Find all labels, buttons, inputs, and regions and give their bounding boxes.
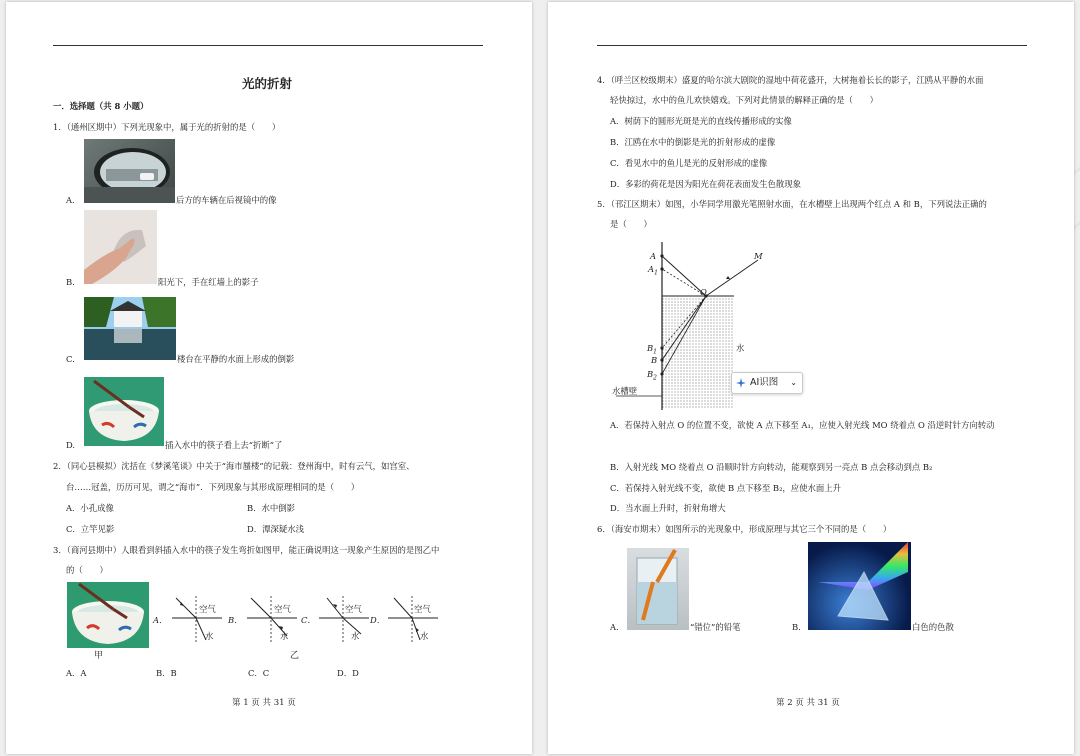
diagram-b-air-label: 空气 [274,604,291,614]
figure-jia-label: 甲 [94,651,104,661]
header-rule [53,45,483,46]
diagram-b-water-label: 水 [280,631,289,641]
q4-option-d: D．多彩的荷花是因为阳光在荷花表面发生色散现象 [610,179,801,189]
q5-option-c: C．若保持入射光线不变，欲使 B 点下移至 B₂，应使水面上升 [610,483,842,493]
fig-label-tank-wall: 水槽壁 [612,386,638,396]
q1-option-d-text: 插入水中的筷子看上去“折断”了 [165,440,283,450]
q2-option-b: B．水中倒影 [247,503,296,513]
fig-label-b1: $B_1$ [647,343,657,356]
figure-jia-bowl-image [67,582,149,648]
fig-label-a1: $A_1$ [648,264,658,277]
question-4-line-2: 轻快掠过，水中的鱼儿欢快嬉戏。下列对此情景的解释正确的是（ ） [610,95,878,105]
chopsticks-bowl-image [84,377,164,446]
diagram-c-water-label: 水 [351,631,360,641]
q2-option-a: A．小孔成像 [66,503,114,513]
document-page-1 [6,2,532,754]
refraction-diagram-a [168,592,226,648]
q1-option-d-letter: D. [66,440,76,450]
chevron-down-icon[interactable]: ⌄ [790,378,797,387]
diagram-a-air-label: 空气 [199,604,216,614]
q1-option-a-text: 后方的车辆在后视镜中的像 [176,195,277,205]
refraction-diagram-c [315,592,373,648]
ai-recognize-button[interactable] [731,372,803,394]
q3-option-b: B．B [156,668,177,678]
q3-option-a: A．A [66,668,87,678]
q4-option-b: B．江鸥在水中的倒影是光的折射形成的虚像 [610,137,776,147]
fig-label-b: B [651,355,658,365]
refraction-diagram-d [384,592,442,648]
q3-option-d: D．D [337,668,359,678]
q4-option-c: C．看见水中的鱼儿是光的反射形成的虚像 [610,158,768,168]
q4-option-a: A．树荫下的圆形光斑是光的直线传播形成的实像 [610,116,792,126]
q1-option-a-letter: A. [66,195,75,205]
question-3-line-1: 3．（商河县期中）人眼看到斜插入水中的筷子发生弯折如图甲，能正确说明这一现象产生原因的是图乙中 [53,545,440,555]
diagram-c-air-label: 空气 [345,604,362,614]
question-2-line-1: 2．（同心县模拟）沈括在《梦溪笔谈》中关于“海市蜃楼”的记载：登州海中，时有云气，如宫室、 [53,461,415,471]
diagram-c-letter: C． [301,615,316,625]
pencil-in-glass-image [627,548,689,630]
q2-option-d: D．潭深疑水浅 [247,524,304,534]
fig-label-b2: $B_2$ [647,369,657,382]
diagram-d-air-label: 空气 [414,604,431,614]
document-page-2 [548,2,1074,754]
page-title: 光的折射 [242,76,293,91]
fig-label-m: M [754,251,763,261]
q5-option-a: A．若保持入射点 O 的位置不变，欲使 A 点下移至 A₁，应使入射光线 MO 绕着点 O 沿逆时针方向转动 [610,420,995,430]
question-2-line-2: 台……冠盖，历历可见，谓之“海市”．下列现象与其形成原理相同的是（ ） [66,482,360,492]
question-4-line-1: 4．（呼兰区校级期末）盛夏的哈尔滨大剧院的湿地中荷花盛开，大树拖着长长的影子，江鸥从平静的水面 [597,75,984,85]
diagram-a-water-label: 水 [205,631,214,641]
diagram-d-water-label: 水 [420,631,429,641]
ai-sparkle-icon [736,378,746,388]
fig-label-water: 水 [736,343,745,353]
q1-option-c-text: 楼台在平静的水面上形成的倒影 [177,354,295,364]
q6-option-b-letter: B. [792,622,801,632]
ai-recognize-label: AI识图 [750,377,779,388]
diagram-b-letter: B． [228,615,243,625]
q1-option-b-text: 阳光下，手在红墙上的影子 [158,277,259,287]
q1-option-c-letter: C. [66,354,75,364]
fig-label-o: O [700,287,707,297]
question-3-line-2: 的（ ） [66,565,108,575]
figure-yi-label: 乙 [290,651,300,661]
question-6-stem: 6．（海安市期末）如图所示的光现象中，形成原理与其它三个不同的是（ ） [597,524,892,534]
diagram-d-letter: D． [370,615,386,625]
q5-option-b: B．入射光线 MO 绕着点 O 沿顺时针方向转动，能观察到另一亮点 B 点会移动到点 B₂ [610,462,933,472]
q6-option-a-letter: A. [610,622,619,632]
prism-dispersion-image [808,542,911,630]
q5-option-d: D．当水面上升时，折射角增大 [610,503,726,513]
page-footer: 第 2 页 共 31 页 [776,698,840,708]
question-1-stem: 1．（通州区期中）下列光现象中，属于光的折射的是（ ） [53,122,281,132]
question-5-line-1: 5．（邗江区期末）如图，小华同学用激光笔照射水面，在水槽壁上出现两个红点 A 和 B，下列说法正确的 [597,199,987,209]
header-rule [597,45,1027,46]
q6-option-a-text: “错位”的铅笔 [690,622,741,632]
section-heading: 一．选择题（共 8 小题） [53,101,149,111]
hand-shadow-image [84,210,157,284]
q1-option-b-letter: B. [66,277,75,287]
question-5-line-2: 是（ ） [610,219,652,229]
refraction-diagram-b [243,592,301,648]
car-mirror-image [84,139,175,203]
q3-option-c: C．C [248,668,270,678]
diagram-a-letter: A． [153,615,168,625]
pavilion-reflection-image [84,297,176,360]
page-footer: 第 1 页 共 31 页 [232,698,296,708]
q2-option-c: C．立竿见影 [66,524,115,534]
fig-label-a: A [650,251,657,261]
q6-option-b-text: 白色的色散 [912,622,954,632]
